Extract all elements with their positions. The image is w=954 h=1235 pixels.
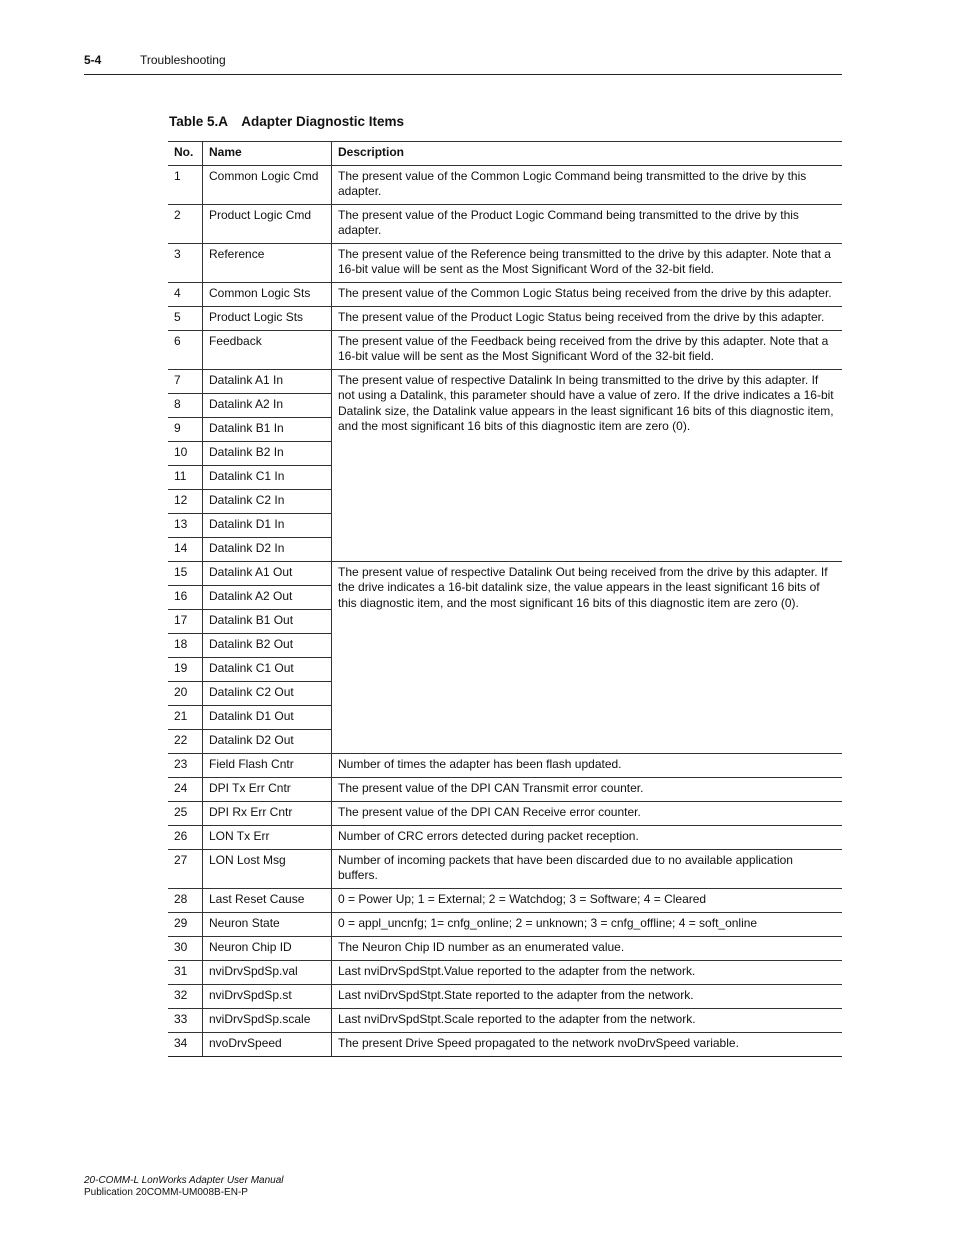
item-name: LON Lost Msg [203,849,332,888]
item-name: Datalink D2 In [203,537,332,561]
item-name: LON Tx Err [203,825,332,849]
item-number: 12 [168,489,203,513]
item-description: Number of incoming packets that have been discarded due to no available application buffers. [332,849,843,888]
item-description: The present Drive Speed propagated to the network nvoDrvSpeed variable. [332,1032,843,1056]
table-row [168,330,842,369]
item-name: nviDrvSpdSp.scale [203,1008,332,1032]
item-description: The present value of the DPI CAN Receive error counter. [332,801,843,825]
item-description: The present value of the Common Logic Status being received from the drive by this adapter. [332,282,843,306]
table-row [168,849,842,888]
item-name: nvoDrvSpeed [203,1032,332,1056]
table-row [168,777,842,801]
table-row [168,753,842,777]
item-number: 23 [168,753,203,777]
item-number: 8 [168,393,203,417]
item-name: Neuron State [203,912,332,936]
item-number: 27 [168,849,203,888]
item-description: Last nviDrvSpdStpt.State reported to the adapter from the network. [332,984,843,1008]
table-row [168,912,842,936]
item-number: 20 [168,681,203,705]
item-name: nviDrvSpdSp.st [203,984,332,1008]
item-name: Datalink D1 In [203,513,332,537]
item-number: 4 [168,282,203,306]
item-number: 18 [168,633,203,657]
column-header-name: Name [203,142,332,166]
item-name: Common Logic Sts [203,282,332,306]
item-number: 25 [168,801,203,825]
table-row [168,306,842,330]
item-number: 7 [168,369,203,393]
item-name: Reference [203,243,332,282]
table-row [168,801,842,825]
item-description: The present value of respective Datalink Out being received from the drive by this adapter. If the drive indicates a 16-bit datalink size, the value appears in the least significant 16 bits of this diagnostic item, and the most significant 16 bits of this diagnostic item are zero (0). [332,561,843,753]
item-description: Last nviDrvSpdStpt.Scale reported to the adapter from the network. [332,1008,843,1032]
footer-publication: Publication 20COMM-UM008B-EN-P [84,1187,248,1198]
table-caption-title: Adapter Diagnostic Items [241,114,405,129]
item-number: 3 [168,243,203,282]
table-row [168,888,842,912]
item-number: 5 [168,306,203,330]
item-description: Number of CRC errors detected during packet reception. [332,825,843,849]
item-number: 34 [168,1032,203,1056]
page-header [84,52,842,75]
item-number: 24 [168,777,203,801]
item-name: Datalink A1 In [203,369,332,393]
table-body [168,165,842,1056]
item-name: Datalink D2 Out [203,729,332,753]
item-description: The present value of the Feedback being received from the drive by this adapter. Note that a 16-bit value will be sent as the Most Significant Word of the 32-bit field. [332,330,843,369]
page-number: 5-4 [84,53,102,67]
item-description: 0 = Power Up; 1 = External; 2 = Watchdog; 3 = Software; 4 = Cleared [332,888,843,912]
item-name: Datalink D1 Out [203,705,332,729]
column-header-no: No. [168,142,203,166]
item-name: Datalink B2 Out [203,633,332,657]
item-name: Neuron Chip ID [203,936,332,960]
item-name: nviDrvSpdSp.val [203,960,332,984]
item-number: 30 [168,936,203,960]
item-name: Datalink C1 In [203,465,332,489]
item-description: Number of times the adapter has been flash updated. [332,753,843,777]
table-row [168,960,842,984]
item-name: Datalink C1 Out [203,657,332,681]
item-number: 21 [168,705,203,729]
diagnostic-items-table [168,141,842,1057]
table-row [168,561,842,585]
item-name: Product Logic Sts [203,306,332,330]
table-row [168,204,842,243]
item-number: 29 [168,912,203,936]
table-caption [169,114,404,129]
item-number: 17 [168,609,203,633]
item-name: Datalink B2 In [203,441,332,465]
table-row [168,282,842,306]
item-name: Datalink A2 In [203,393,332,417]
item-name: DPI Rx Err Cntr [203,801,332,825]
item-number: 11 [168,465,203,489]
item-name: DPI Tx Err Cntr [203,777,332,801]
item-name: Field Flash Cntr [203,753,332,777]
item-number: 16 [168,585,203,609]
item-name: Datalink C2 Out [203,681,332,705]
item-number: 9 [168,417,203,441]
item-number: 13 [168,513,203,537]
item-number: 32 [168,984,203,1008]
table-row [168,825,842,849]
table-row [168,1032,842,1056]
table-caption-label: Table 5.A [169,114,229,129]
item-name: Feedback [203,330,332,369]
item-number: 31 [168,960,203,984]
item-name: Datalink A2 Out [203,585,332,609]
item-number: 15 [168,561,203,585]
item-description: The present value of the Common Logic Command being transmitted to the drive by this adapter. [332,165,843,204]
item-description: Last nviDrvSpdStpt.Value reported to the adapter from the network. [332,960,843,984]
item-number: 1 [168,165,203,204]
item-description: The present value of respective Datalink In being transmitted to the drive by this adapter. If not using a Datalink, this parameter should have a value of zero. If the drive indicates a 16-bit Datalink size, the Datalink value appears in the least significant 16 bits of this diagnostic item, and the most significant 16 bits of this diagnostic item are zero (0). [332,369,843,561]
item-description: The Neuron Chip ID number as an enumerated value. [332,936,843,960]
item-number: 19 [168,657,203,681]
item-number: 22 [168,729,203,753]
item-name: Last Reset Cause [203,888,332,912]
item-name: Datalink C2 In [203,489,332,513]
footer-manual-title: 20-COMM-L LonWorks Adapter User Manual [84,1175,284,1186]
table-row [168,1008,842,1032]
item-name: Product Logic Cmd [203,204,332,243]
table-row [168,984,842,1008]
page-footer [84,1175,284,1199]
item-description: The present value of the DPI CAN Transmit error counter. [332,777,843,801]
item-number: 33 [168,1008,203,1032]
item-name: Datalink B1 Out [203,609,332,633]
item-description: The present value of the Product Logic Command being transmitted to the drive by this adapter. [332,204,843,243]
item-number: 28 [168,888,203,912]
table-row [168,165,842,204]
table-row [168,243,842,282]
item-name: Common Logic Cmd [203,165,332,204]
item-description: The present value of the Reference being transmitted to the drive by this adapter. Note that a 16-bit value will be sent as the Most Significant Word of the 32-bit field. [332,243,843,282]
table-header-row [168,142,842,166]
table-row [168,369,842,393]
item-description: The present value of the Product Logic Status being received from the drive by this adapter. [332,306,843,330]
item-description: 0 = appl_uncnfg; 1= cnfg_online; 2 = unknown; 3 = cnfg_offline; 4 = soft_online [332,912,843,936]
item-number: 6 [168,330,203,369]
item-name: Datalink B1 In [203,417,332,441]
section-title: Troubleshooting [140,53,226,67]
item-number: 14 [168,537,203,561]
item-number: 2 [168,204,203,243]
column-header-description: Description [332,142,843,166]
table-row [168,936,842,960]
item-number: 10 [168,441,203,465]
item-number: 26 [168,825,203,849]
item-name: Datalink A1 Out [203,561,332,585]
